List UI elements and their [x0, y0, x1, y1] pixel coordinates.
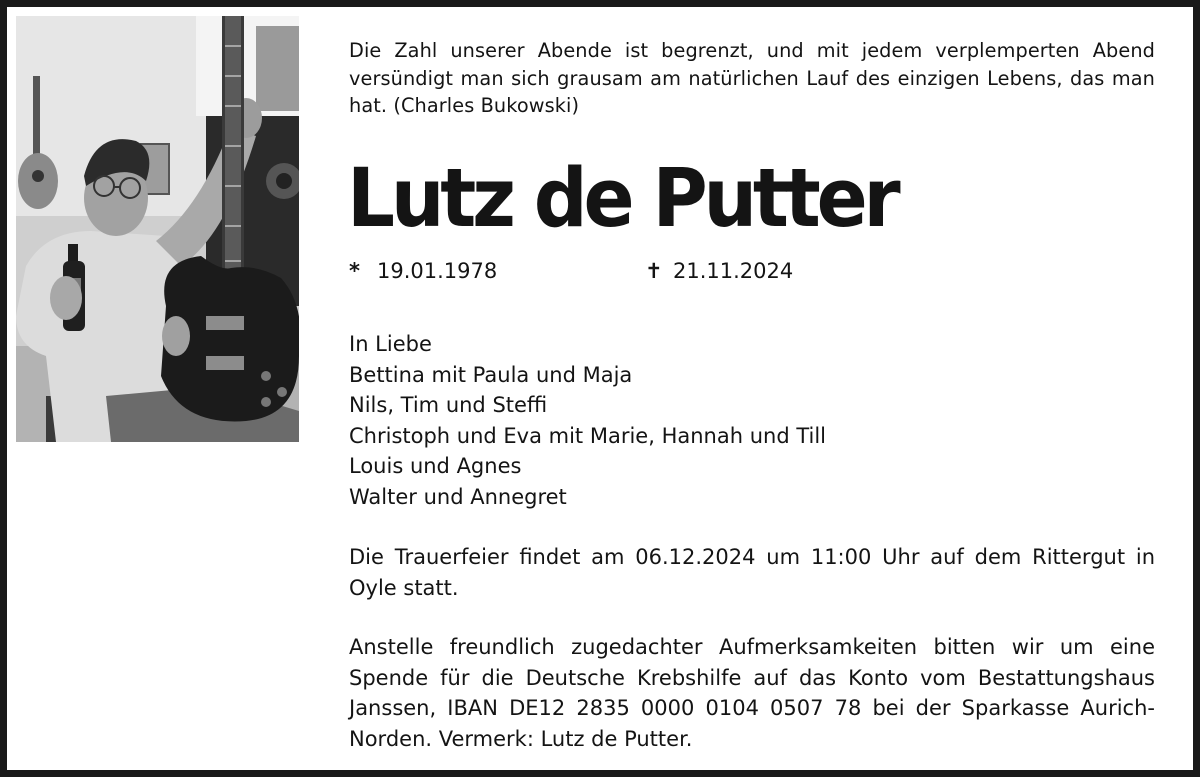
epitaph-quote: Die Zahl unserer Abende ist begrenzt, und mit jedem verplemperten Abend versündigt man sich grausam am natürlichen Lauf des einzigen Lebens, das man hat. (Charles Bukowski) — [349, 39, 1155, 117]
funeral-ceremony-text: Die Trauerfeier findet am 06.12.2024 um 11:00 Uhr auf dem Rittergut in Oyle statt. — [349, 545, 1155, 600]
mourner-line: Nils, Tim und Steffi — [349, 393, 548, 417]
mourner-line: Bettina mit Paula und Maja — [349, 362, 633, 387]
deceased-name: Lutz de Putter — [347, 152, 897, 246]
mourners-intro: In Liebe — [349, 332, 432, 356]
birth-date — [349, 257, 497, 285]
portrait-photo — [16, 16, 299, 442]
death-date-value: 21.11.2024 — [673, 259, 794, 283]
death-date — [645, 257, 793, 285]
donation-request-text: Anstelle freundlich zugedachter Aufmerksamkeiten bitten wir um eine Spende für die Deutsche Krebshilfe auf das Konto vom Bestattungshaus Janssen, IBAN DE12 2835 0000 0104 0507 78 bei der Sparkasse Aurich-Norden. Vermerk: Lutz de Putter. — [349, 635, 1155, 751]
birth-star-icon: * — [349, 259, 360, 283]
mourners-list — [349, 329, 826, 512]
mourner-line: Christoph und Eva mit Marie, Hannah und Till — [349, 423, 827, 448]
birth-date-value: 19.01.1978 — [377, 259, 498, 283]
portrait-photo-graphic — [16, 16, 299, 442]
death-cross-icon: ✝ — [645, 259, 663, 283]
mourner-line: Walter und Annegret — [349, 484, 567, 509]
mourner-line: Louis und Agnes — [349, 454, 522, 478]
